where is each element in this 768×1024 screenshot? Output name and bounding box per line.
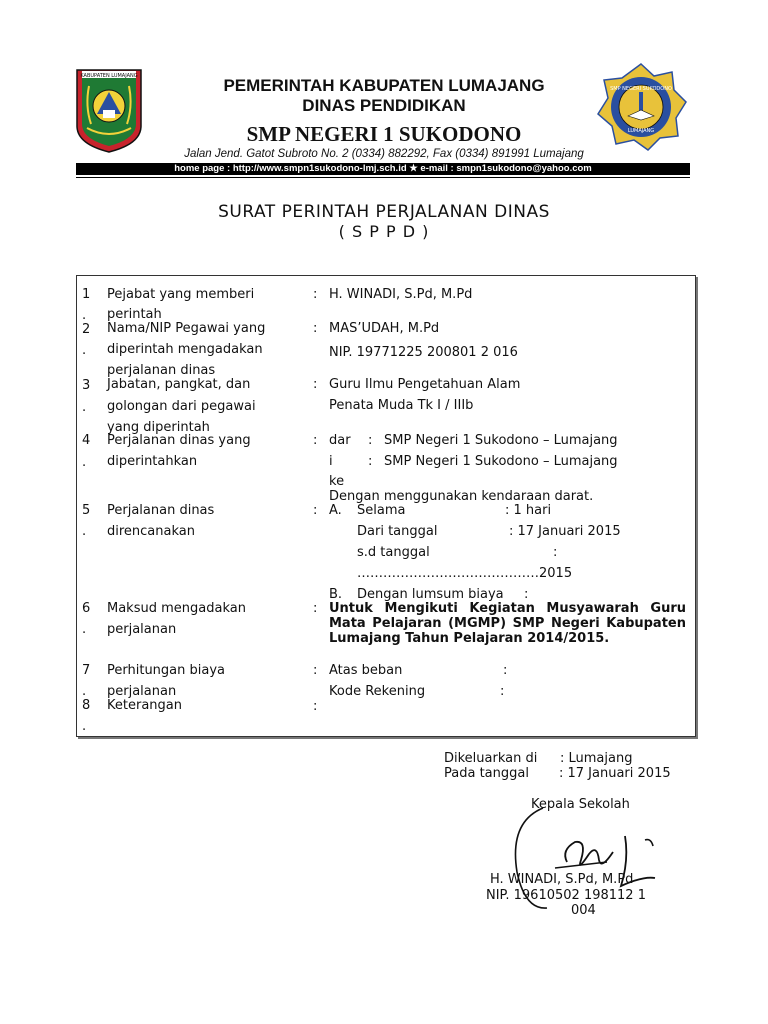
row-number: 2: [82, 322, 91, 337]
from-label-cont: i: [329, 454, 333, 469]
colon: :: [313, 287, 318, 302]
row-number: 1: [82, 287, 91, 302]
school-name: SMP NEGERI 1 SUKODONO: [246, 122, 522, 146]
colon: :: [368, 454, 373, 469]
row-number: 8: [82, 698, 91, 713]
row-label: perjalanan: [107, 622, 177, 637]
destination: SMP Negeri 1 Sukodono – Lumajang: [384, 454, 618, 469]
row-label: diperintah mengadakan: [107, 342, 263, 357]
department-header: DINAS PENDIDIKAN: [302, 96, 466, 115]
signer-nip: NIP. 19610502 198112 1: [486, 888, 646, 903]
row-label: Jabatan, pangkat, dan: [107, 377, 251, 392]
signer-position: Kepala Sekolah: [531, 797, 630, 812]
row-label: perintah: [107, 307, 162, 322]
transport: Dengan menggunakan kendaraan darat.: [329, 489, 594, 504]
colon: :: [313, 663, 318, 678]
row-number-dot: .: [82, 684, 87, 699]
issue-date: : 17 Januari 2015: [559, 766, 671, 781]
row-label: Perjalanan dinas: [107, 503, 215, 518]
row-number-dot: .: [82, 524, 87, 539]
colon: :: [500, 684, 505, 699]
position: Guru Ilmu Pengetahuan Alam: [329, 377, 521, 392]
government-header: PEMERINTAH KABUPATEN LUMAJANG: [223, 76, 545, 95]
budget-label: Atas beban: [329, 663, 403, 678]
colon: :: [553, 545, 558, 560]
account-code-label: Kode Rekening: [329, 684, 426, 699]
row-number: 5: [82, 503, 91, 518]
start-date-value: : 17 Januari 2015: [509, 524, 621, 539]
row-number-dot: .: [82, 308, 87, 323]
item-a: A.: [329, 503, 342, 518]
end-date-label: s.d tanggal: [357, 545, 430, 560]
duration-label: Selama: [357, 503, 406, 518]
row-label: Nama/NIP Pegawai yang: [107, 321, 266, 336]
row-number-dot: .: [82, 343, 87, 358]
row-label: Perjalanan dinas yang: [107, 433, 251, 448]
row-number-dot: .: [82, 400, 87, 415]
row-label: perjalanan dinas: [107, 363, 216, 378]
signer-nip-cont: 004: [571, 903, 596, 918]
document-title: SURAT PERINTAH PERJALANAN DINAS: [218, 202, 550, 222]
end-date-year: 2015: [539, 566, 573, 581]
document-subtitle: ( S P P D ): [338, 222, 430, 241]
date-label: Pada tanggal: [444, 766, 529, 781]
svg-text:LUMAJANG: LUMAJANG: [627, 128, 655, 134]
school-address: Jalan Jend. Gatot Subroto No. 2 (0334) 882292, Fax (0334) 891991 Lumajang: [184, 148, 584, 160]
colon: :: [313, 377, 318, 392]
to-label: ke: [329, 474, 345, 489]
svg-text:KABUPATEN LUMAJANG: KABUPATEN LUMAJANG: [80, 73, 138, 79]
item-b: B.: [329, 587, 343, 602]
colon: :: [313, 699, 318, 714]
contact-bar: home page : http://www.smpn1sukodono-lmj.sch.id ★ e-mail : smpn1sukodono@yahoo.com: [76, 163, 690, 175]
header-divider: [76, 177, 690, 178]
row-label: Keterangan: [107, 698, 182, 713]
row-number-dot: .: [82, 719, 87, 734]
row-number: 3: [82, 378, 91, 393]
row-label: yang diperintah: [107, 420, 210, 435]
row-number: 4: [82, 433, 91, 448]
colon: :: [313, 601, 318, 616]
employee-nip: NIP. 19771225 200801 2 016: [329, 345, 518, 360]
start-date-label: Dari tanggal: [357, 524, 438, 539]
from-label: dar: [329, 433, 351, 448]
row-label: perjalanan: [107, 684, 177, 699]
issued-at: : Lumajang: [560, 751, 633, 766]
row-label: Perhitungan biaya: [107, 663, 225, 678]
svg-text:SMP NEGERI SUKODONO: SMP NEGERI SUKODONO: [610, 86, 672, 92]
issuer-name: H. WINADI, S.Pd, M.Pd: [329, 287, 473, 302]
duration-value: : 1 hari: [505, 503, 552, 518]
end-date-blank: ……………………………………: [357, 566, 539, 581]
row-number: 6: [82, 601, 91, 616]
row-number-dot: .: [82, 622, 87, 637]
colon: :: [503, 663, 508, 678]
origin: SMP Negeri 1 Sukodono – Lumajang: [384, 433, 618, 448]
rank: Penata Muda Tk I / IIIb: [329, 398, 474, 413]
row-label: Pejabat yang memberi: [107, 287, 255, 302]
issued-at-label: Dikeluarkan di: [444, 751, 538, 766]
row-label: Maksud mengadakan: [107, 601, 246, 616]
signer-name: H. WINADI, S.Pd, M.Pd: [490, 872, 634, 887]
colon: :: [524, 587, 529, 602]
row-label: golongan dari pegawai: [107, 399, 256, 414]
colon: :: [313, 503, 318, 518]
colon: :: [313, 433, 318, 448]
row-number: 7: [82, 663, 91, 678]
colon: :: [313, 321, 318, 336]
purpose: Untuk Mengikuti Kegiatan Musyawarah Guru Mata Pelajaran (MGMP) SMP Negeri Kabupaten Lumajang Tahun Pelajaran 2014/2015.: [329, 601, 686, 646]
row-label: direncanakan: [107, 524, 195, 539]
employee-name: MAS’UDAH, M.Pd: [329, 321, 440, 336]
row-label: diperintahkan: [107, 454, 198, 469]
lumsum-label: Dengan lumsum biaya: [357, 587, 504, 602]
colon: :: [368, 433, 373, 448]
row-number-dot: .: [82, 455, 87, 470]
